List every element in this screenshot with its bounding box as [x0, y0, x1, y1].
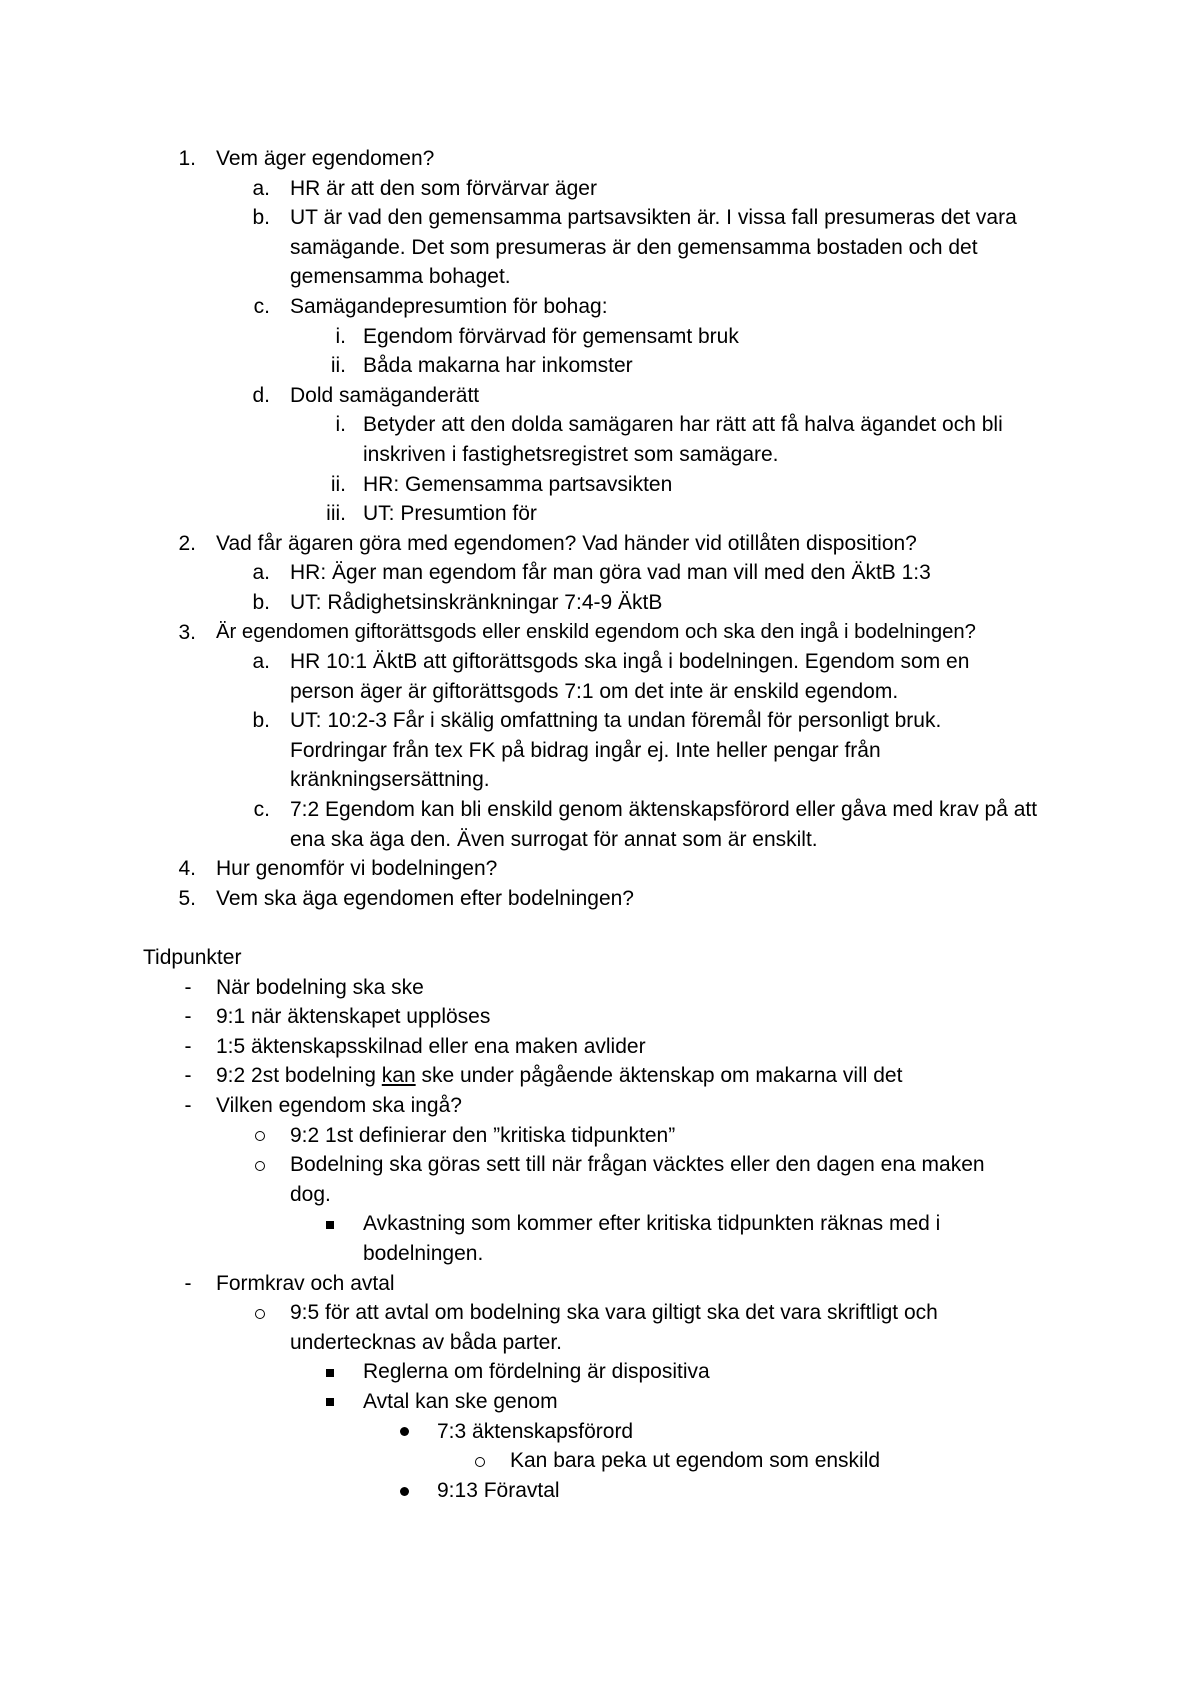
disc-bullet-icon	[396, 1476, 412, 1506]
list-item-text: Avtal kan ske genom	[363, 1389, 558, 1413]
section-heading: Tidpunkter	[143, 946, 242, 970]
timeline-list	[0, 973, 1200, 1506]
list-item-text: Är egendomen giftorättsgods eller enskild egendom och ska den ingå i bodelningen?	[216, 620, 976, 643]
list-item-text: Kan bara peka ut egendom som enskild	[510, 1449, 881, 1473]
list-item-text: Båda makarna har inkomster	[363, 354, 633, 378]
list-item-text: 7:2 Egendom kan bli enskild genom äktenskapsförord eller gåva med krav på att ena ska äga den. Även surrogat för annat som är enskilt.	[290, 798, 1038, 851]
dash-marker: -	[184, 975, 192, 999]
list-item	[0, 706, 1010, 795]
list-marker: iii.	[326, 502, 346, 526]
list-marker: 1.	[178, 147, 196, 170]
list-item	[0, 1357, 1200, 1387]
list-item-text: Egendom förvärvad för gemensamt bruk	[363, 324, 739, 348]
disc-bullet-icon	[396, 1417, 412, 1447]
text-segment: ske under pågående äktenskap om makarna vill det	[415, 1064, 903, 1088]
list-item	[0, 499, 1200, 529]
list-item	[0, 1091, 1200, 1121]
list-item	[0, 410, 1068, 469]
list-marker: b.	[252, 709, 270, 733]
list-item	[0, 854, 1200, 884]
list-item	[0, 351, 1200, 381]
list-marker: i.	[335, 413, 346, 437]
list-marker: ii.	[330, 472, 346, 496]
dash-marker: -	[184, 1005, 192, 1029]
list-item-text: Vem äger egendomen?	[216, 147, 435, 170]
list-item	[0, 1150, 1020, 1209]
square-bullet-icon	[322, 1209, 338, 1239]
list-marker: 3.	[178, 620, 196, 644]
list-item	[0, 1032, 1200, 1062]
list-item-text: Hur genomför vi bodelningen?	[216, 857, 498, 881]
list-item	[0, 647, 1020, 706]
list-item	[0, 470, 1200, 500]
square-bullet-icon	[322, 1387, 338, 1417]
list-item	[0, 558, 1200, 588]
list-item-text: Samägandepresumtion för bohag:	[290, 294, 608, 318]
list-item	[0, 381, 1200, 411]
dash-marker: -	[184, 1094, 192, 1117]
list-item	[0, 1061, 1200, 1091]
dash-marker: -	[184, 1064, 192, 1088]
list-item-text: HR är att den som förvärvar äger	[290, 176, 597, 200]
list-item-text: UT är vad den gemensamma partsavsikten är. I vissa fall presumeras det vara samägande. Det som presumeras är den gemensamma bostaden och det gemensamma bohaget.	[290, 206, 1017, 289]
list-item-text: HR: Gemensamma partsavsikten	[363, 472, 673, 496]
list-item	[0, 1417, 1200, 1447]
list-item-text: HR 10:1 ÄktB att giftorättsgods ska ingå i bodelningen. Egendom som en person äger är giftorättsgods 7:1 om det inte är enskild egendom.	[290, 650, 970, 703]
list-item	[0, 203, 1060, 292]
list-item	[0, 1387, 1200, 1417]
list-item	[0, 1002, 1200, 1032]
list-marker: 5.	[178, 886, 196, 910]
dash-marker: -	[184, 1271, 192, 1295]
list-item	[0, 174, 1200, 204]
list-marker: a.	[252, 561, 270, 585]
list-item	[0, 1298, 1010, 1357]
list-item	[0, 973, 1200, 1003]
list-item-text: UT: Presumtion för	[363, 502, 537, 526]
document-body	[0, 144, 1200, 1505]
ring-bullet-icon	[252, 1150, 268, 1180]
list-item	[0, 1121, 1200, 1151]
list-item	[0, 884, 1200, 914]
list-item-text: 1:5 äktenskapsskilnad eller ena maken avlider	[216, 1034, 646, 1058]
list-item-text: 9:13 Föravtal	[437, 1478, 560, 1502]
list-item	[0, 1269, 1200, 1299]
list-item-text: Formkrav och avtal	[216, 1271, 395, 1295]
list-marker: a.	[252, 176, 270, 200]
list-item-text: 7:3 äktenskapsförord	[437, 1419, 634, 1443]
underlined-word: kan	[381, 1064, 416, 1088]
list-item	[0, 1446, 1200, 1476]
list-item-text: 9:2 1st definierar den ”kritiska tidpunkten”	[290, 1123, 676, 1147]
list-item-text: Vem ska äga egendomen efter bodelningen?	[216, 886, 634, 910]
list-item-text: Betyder att den dolda samägaren har rätt att få halva ägandet och bli inskriven i fastighetsregistret som samägare.	[363, 413, 1003, 466]
list-marker: 2.	[178, 531, 196, 555]
list-marker: d.	[252, 383, 270, 407]
list-marker: b.	[252, 206, 270, 230]
list-item	[0, 292, 1200, 322]
list-item	[0, 588, 1200, 618]
list-item-text: Vilken egendom ska ingå?	[216, 1094, 462, 1117]
list-item-text: Reglerna om fördelning är dispositiva	[363, 1360, 710, 1384]
list-item-text: När bodelning ska ske	[216, 975, 424, 999]
dash-marker: -	[184, 1034, 192, 1058]
list-marker: 4.	[178, 857, 196, 881]
list-item-text: Avkastning som kommer efter kritiska tidpunkten räknas med i bodelningen.	[363, 1212, 941, 1265]
list-marker: ii.	[330, 354, 346, 378]
list-item-text: Bodelning ska göras sett till när frågan väcktes eller den dagen ena maken dog.	[290, 1153, 985, 1206]
list-item-text: Dold samäganderätt	[290, 383, 480, 407]
list-marker: c.	[253, 294, 270, 318]
list-item-text	[216, 1061, 1200, 1091]
list-marker: a.	[252, 650, 270, 674]
ring-bullet-icon	[252, 1298, 268, 1328]
list-item	[0, 1209, 993, 1268]
list-item	[0, 795, 1050, 854]
list-item	[0, 144, 1200, 174]
list-item	[0, 322, 1200, 352]
list-item	[0, 529, 1200, 559]
list-item	[0, 1476, 1200, 1506]
list-item-text: Vad får ägaren göra med egendomen? Vad händer vid otillåten disposition?	[216, 531, 917, 555]
list-item-text: 9:1 när äktenskapet upplöses	[216, 1005, 491, 1029]
ring-bullet-icon	[472, 1446, 488, 1476]
ring-bullet-icon	[252, 1121, 268, 1151]
list-item-text: UT: Rådighetsinskränkningar 7:4-9 ÄktB	[290, 590, 663, 614]
list-item-text: 9:5 för att avtal om bodelning ska vara giltigt ska det vara skriftligt och undertecknas av båda parter.	[290, 1301, 938, 1354]
list-marker: i.	[335, 324, 346, 348]
list-item-text: HR: Äger man egendom får man göra vad man vill med den ÄktB 1:3	[290, 561, 931, 585]
square-bullet-icon	[322, 1357, 338, 1387]
list-item	[0, 618, 1200, 648]
text-segment: 9:2 2st bodelning	[216, 1064, 382, 1088]
list-item-text: UT: 10:2-3 Får i skälig omfattning ta undan föremål för personligt bruk. Fordringar från tex FK på bidrag ingår ej. Inte heller pengar från kränkningsersättning.	[290, 709, 942, 792]
questions-list	[0, 144, 1200, 913]
list-marker: b.	[252, 590, 270, 614]
list-marker: c.	[253, 798, 270, 822]
